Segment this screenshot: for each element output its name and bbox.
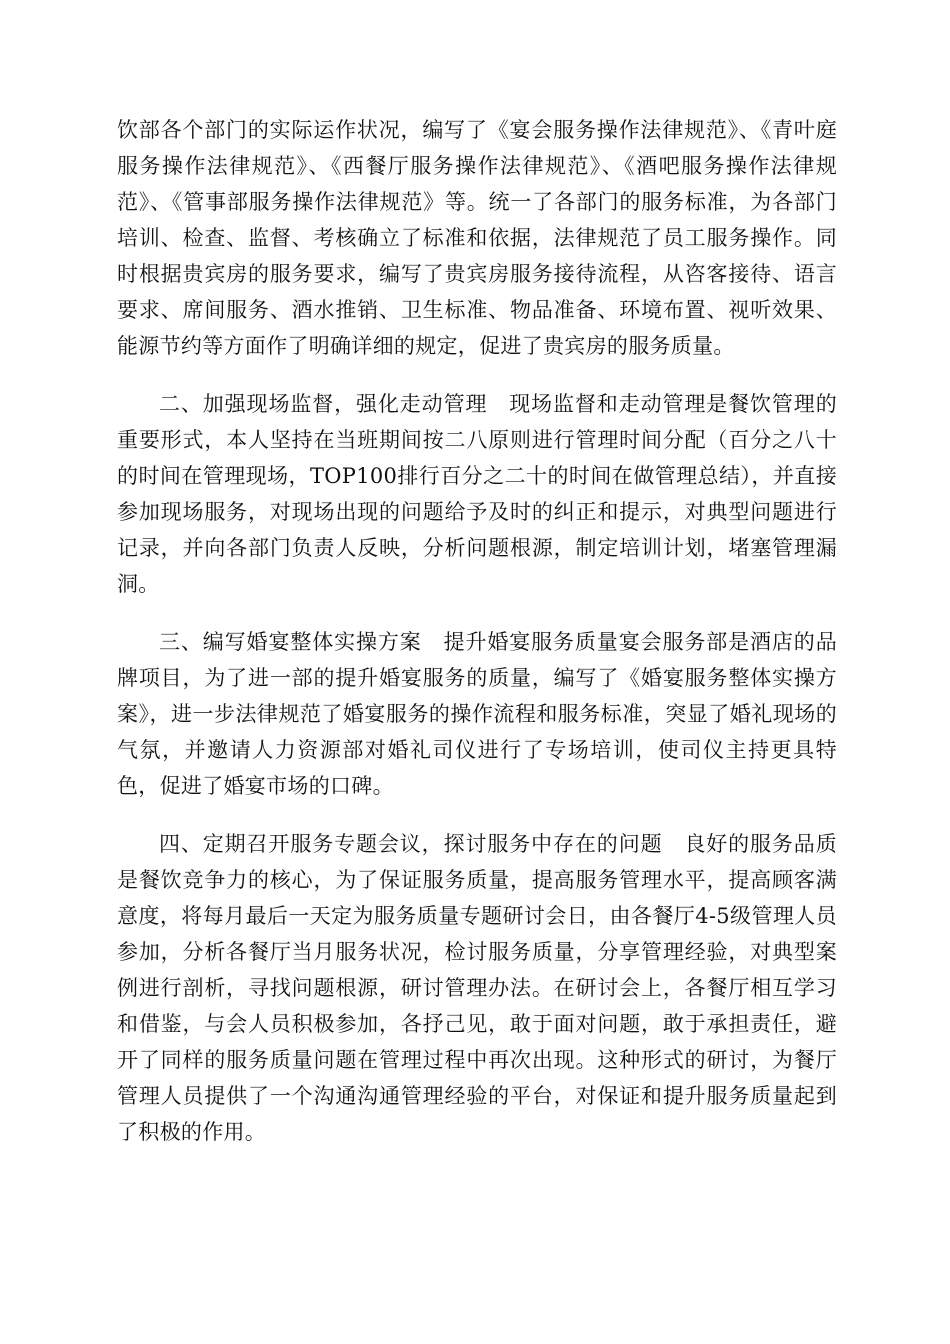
paragraph-section-four: 四、定期召开服务专题会议，探讨服务中存在的问题 良好的服务品质是餐饮竞争力的核心，为了保证服务质量，提高服务管理水平，提高顾客满意度，将每月最后一天定为服务质量专题研讨会日，由各餐厅4-5级管理人员参加，分析各餐厅当月服务状况，检讨服务质量，分享管理经验，对典型案例进行剖析，寻找问题根源，研讨管理办法。在研讨会上，各餐厅相互学习和借鉴，与会人员积极参加，各抒己见，敢于面对问题，敢于承担责任，避开了同样的服务质量问题在管理过程中再次出现。这种形式的研讨，为餐厅管理人员提供了一个沟通沟通管理经验的平台，对保证和提升服务质量起到了积极的作用。 — [117, 832, 837, 1144]
paragraph-section-three: 三、编写婚宴整体实操方案 提升婚宴服务质量宴会服务部是酒店的品牌项目，为了进一部的提升婚宴服务的质量，编写了《婚宴服务整体实操方案》，进一步法律规范了婚宴服务的操作流程和服务标准，突显了婚礼现场的气氛，并邀请人力资源部对婚礼司仪进行了专场培训，使司仪主持更具特色，促进了婚宴市场的口碑。 — [117, 630, 837, 798]
paragraph-continuation: 饮部各个部门的实际运作状况，编写了《宴会服务操作法律规范》、《青叶庭服务操作法律规范》、《西餐厅服务操作法律规范》、《酒吧服务操作法律规范》、《管事部服务操作法律规范》等。统一了各部门的服务标准，为各部门培训、检查、监督、考核确立了标准和依据，法律规范了员工服务操作。同时根据贵宾房的服务要求，编写了贵宾房服务接待流程，从咨客接待、语言要求、席间服务、酒水推销、卫生标准、物品准备、环境布置、视听效果、能源节约等方面作了明确详细的规定，促进了贵宾房的服务质量。 — [117, 118, 837, 358]
document-body — [117, 112, 837, 1150]
paragraph-section-two: 二、加强现场监督，强化走动管理 现场监督和走动管理是餐饮管理的重要形式，本人坚持在当班期间按二八原则进行管理时间分配（百分之八十的时间在管理现场，TOP100排行百分之二十的时间在做管理总结），并直接参加现场服务，对现场出现的问题给予及时的纠正和提示，对典型问题进行记录，并向各部门负责人反映，分析问题根源，制定培训计划，堵塞管理漏洞。 — [117, 392, 837, 596]
